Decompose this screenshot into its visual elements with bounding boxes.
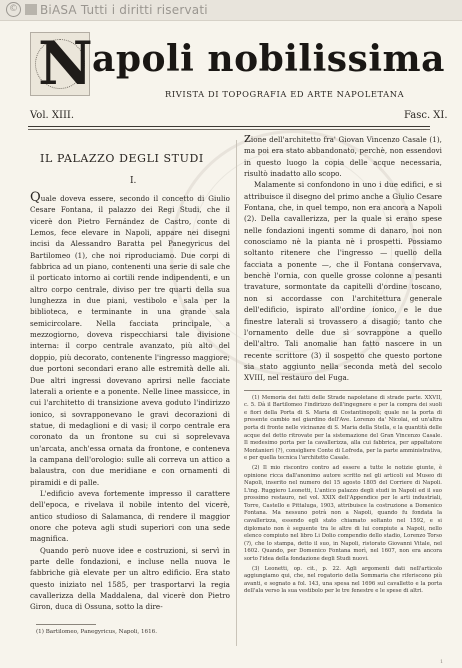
paragraph: L'edificio aveva fortemente impresso il carattere dell'epoca, e rivelava il nobile intento del vicerè, antico studioso di Salamanca, di rendere il maggior onore che poteva agli studi superiori con una sede magnifica. (30, 488, 230, 544)
left-column (30, 190, 230, 612)
footnote: (2) Il mio riscontro contro ad essere a tutte le notizie giunte, è opinione ricca dall'anonimo autore scritto nel gli articoli sul Museo di Napoli, inserito nel numero del 15 agosto 1805 del Corriere di Napoli. L'ing. Ruggiero Leonetti, L'antico palazzo degli studi in Napoli ed il suo prossimo restauro, nel vol. XXIX dell'Appendice per le arti industriali, Torre, Castello e Pittaluga, 1903, attribuisce la costruzione a Domenico Fontana. Ma nessuno potrà non a Napoli, quando fu fondata la cavallerizza, essendo egli stato chiamato soltanto nel 1592, e si diplomato non è seguente tra le altre di lui compiute a Napoli, nello elenco compiuto nel libro Li Dolio compendio dello stadio, Lorenzo Torso (?), che lo stampa, detto il suo, in Napoli, ristorato Giovanni Vitale, nel 1602. Quando, per Domenico Fontana morì, nel 1607, non era ancora sorto l'idea della fondazione degli Studi nuovi. (244, 464, 442, 563)
copyright-icon: © (6, 2, 21, 17)
paragraph: Quando però nuove idee e costruzioni, si servì in parte delle fondazioni, e incluse nella nuova le fabbriche già elevate per un altro edificio. Era stato questo iniziato nel 1585, per trasportarvi la regia cavallerizza della Maddalena, dal vicerè don Pietro Giron, duca di Ossuna, sotto la dire- (30, 545, 230, 612)
footnotes (244, 390, 442, 596)
paragraph: Malamente si confondono in uno i due edifici, e si attribuisce il disegno del primo anche a Giulio Cesare Fontana, che, in quel tempo, non era ancora a Napoli (2). Della cavallerizza, per la quale si erano spese nelle fondazioni ingenti somme di danaro, noi non conosciamo nè la pianta nè i prospetti. Possiamo soltanto ritenere che l'ingresso — quello della facciata a ponente —, che il Fontana conservava, benchè l'ornia, con quelle grosse colonne a pesanti travature, sormontate da capitelli d'ordine toscano, non si accordasse con l'architettura generale dell'edificio, ispirato all'ordine ionico, e le due finestre laterali si trovassero a disagio; tanto che l'ornamento delle due sì sovrappone a quello dell'altro. Tali anomalie han fatto nascere in un recente scrittore (3) il sospetto che questo portone sia stato aggiunto nella seconda metà del secolo XVIII, nel restauro del Fuga. (244, 180, 442, 383)
masthead-rule (28, 126, 430, 127)
left-footnote: (1) Bartilomeo, Panegyricus, Napoli, 1616. (36, 629, 158, 635)
drop-capital-letter: N (38, 29, 93, 99)
banner-text: BiASA Tutti i diritti riservati (40, 3, 208, 17)
biasa-logo-icon (25, 4, 37, 15)
page-number: 1 (440, 659, 444, 665)
column-separator (236, 140, 237, 646)
article-title: IL PALAZZO DEGLI STUDI (40, 152, 204, 165)
copyright-banner (0, 0, 462, 21)
section-number: I. (130, 176, 137, 186)
masthead-drop-capital (30, 29, 93, 99)
masthead-title: apoli nobilissima (92, 38, 445, 80)
paragraph: zione dell'architetto fra' Giovan Vincenzo Casale (1), ma poi era stato abbandonato, perchè, non essendovi in questo luogo la copia delle acque necessaria, risultò inadatto allo scopo. (244, 131, 442, 179)
masthead-subtitle: RIVISTA DI TOPOGRAFIA ED ARTE NAPOLETANA (165, 89, 405, 99)
masthead-rule-thin (28, 129, 430, 130)
footnote: (1) Memoria dei fatti delle Strade napoletane di strade parte. XXVII, c. 5. Dà il Bartilomeo l'indirizzo dell'ingegnere e per la compra dei suoli e fiori della Porta di S. Maria di Costantinopoli; quale ne la porta di presente cambio nel giardino dell'Ave. Lorenzo da' Nicolai, ed un'altra porta di fronte nelle vicinanze di S. Maria della Stella, e la quantità delle acque del detto ritrovate per la sistemazione del Gran Vincenzo Casale. Il medesimo porta per la cavallerizza, alla cui fabbrica, per appaltatore Montanieri (?), consigliere Conte di Lofreda, per la parte amministrativa, e per quella tecnica l'architetto Casale. (244, 394, 442, 462)
paragraph: Quale doveva essere, secondo il concetto di Giulio Cesare Fontana, il palazzo dei Regi Studi, che il vicerè don Pietro Fernández de Castro, conte di Lemos, fece elevare in Napoli, appare nei disegni incisi da Alessandro Baratta pel Panegyricus del Bartilomeo (1), che noi riproduciamo. Due corpi di fabbrica ad un piano, contenenti una serie di sale che il porticato intorno ai cortili rende indipendenti, e un altro corpo centrale, diviso per tre quarti della sua lunghezza in due piani, vestibolo e sala per la biblioteca, e terminante in una grande sala semicircolare. Nella facciata principale, a mezzogiorno, doveva rispecchiarsi tale divisione interna: il corpo centrale avanzato, più alto del doppio, più decorato, contenente l'ingresso maggiore; due portoni secondari erano alle estremità delle ali. Due altri ingressi dovevano aprirsi nelle facciate laterali a oriente e a ponente. Nelle linee massicce, in cui l'architetto di transizione aveva goduto l'indirizzo ionico, si sovrapponevano le gravi decorazioni di statue, di medaglioni e di vasi; il corpo centrale era coronato da un frontone su cui si soprelevava un'arcata, anch'essa ornata da frontone, e conteneva la campana dell'orologio: sulle ali correva un attico a balaustra, con due meridiane e con ornamenti di piramidi e di palle. (30, 190, 230, 487)
footnote: (3) Leonetti, op. cit., p. 22. Agli argomenti dati nell'articolo aggiungiamo qui, che, nel rogatorio della Sommaria che riferiscono più avanti, e segnato a fol. 143, una spesa nel 1696 sul cavalletto e la porta dell'ala verso la sua vestibolo per le tre fenestre e le spese di altri. (244, 565, 442, 595)
fascicle-label: Fasc. XI. (404, 110, 448, 121)
volume-label: Vol. XIII. (30, 110, 75, 121)
right-column (244, 133, 442, 646)
footnote-rule (36, 624, 96, 625)
